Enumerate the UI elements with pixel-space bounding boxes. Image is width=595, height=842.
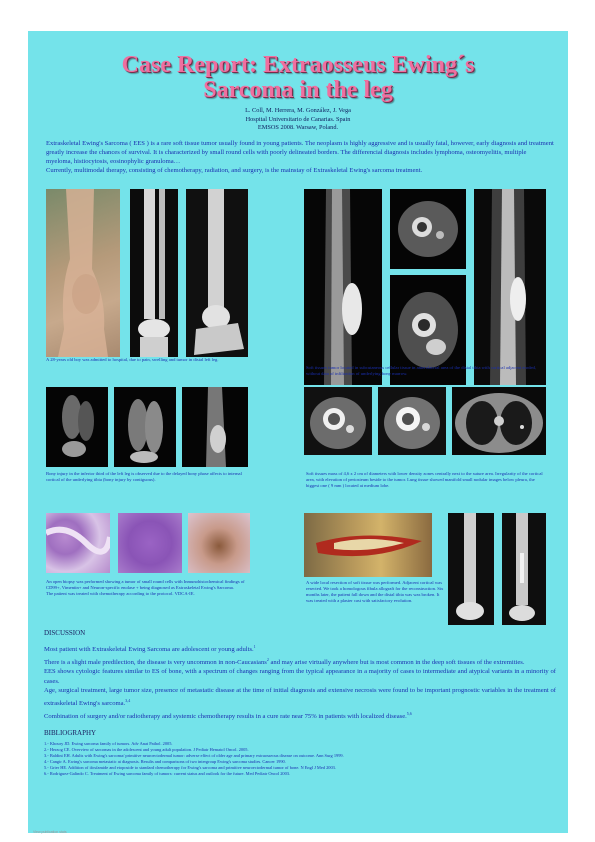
caption-mri: Soft tissues tumor located in subcutaneous cellular tissue in anterolateral area of the distal tibia with cortical adjacent eroded, without data of infiltration of underlying bony marrow. xyxy=(306,365,536,376)
ref-1: 1 xyxy=(253,644,256,649)
intro-paragraph-1: Extraskeletal Ewing's Sarcoma ( EES ) is a rare soft tissue tumor usually found in young patients. The neoplasm is highly aggressive and is usually fatal, however, early diagnosis and treatment greatly increase the chances of survival. It is characterized by small round cells with poorly delineated borders. The differencial diagnosis includes lymphoma, osteomyelitis, multiple myeloma, histiocytosis, eosinophylic granuloma… xyxy=(46,140,554,165)
xray-lateral-leg xyxy=(186,189,248,357)
bibliography-list xyxy=(44,741,344,777)
bone-scan-3 xyxy=(182,387,248,467)
discussion-p2: There is a slight male predilection, the disease is very uncommon in non-Caucasians xyxy=(44,658,267,666)
ct-axial-1 xyxy=(304,387,372,455)
mri-coronal-1 xyxy=(304,189,382,385)
histology-3 xyxy=(188,513,250,573)
authors-block xyxy=(28,107,568,133)
caption-bone-scan: Bony injury in the inferior third of the left leg is observed due to the delayed bony phase affects to internal cortical of the underlying tibia (bony injury by contiguous). xyxy=(46,471,242,482)
xray-post-op-1 xyxy=(448,513,494,625)
ct-axial-2 xyxy=(378,387,446,455)
poster xyxy=(28,31,568,833)
discussion-p5: Combination of surgery and/or radiotherapy and systemic chemotherapy results in a cure rate near 75% in patients with localized disease. xyxy=(44,712,407,720)
leg-photo xyxy=(46,189,120,357)
mri-axial-1 xyxy=(390,189,466,269)
surgery-photo xyxy=(304,513,432,577)
xray-post-op-2 xyxy=(502,513,546,625)
bibliography-heading: BIBLIOGRAPHY xyxy=(44,729,97,737)
introduction xyxy=(46,139,554,175)
caption-biopsy-text: An open biopsy was performed showing a tumor of small round cells with Inmunohistochemical findings of CD99+, Vimentin+ and Neuron-specific enolase + being diagnosed as Extraskeletal Ewing's Sarcoma. xyxy=(46,579,245,590)
ref-2: 2 xyxy=(266,656,269,662)
bone-scan-2 xyxy=(114,387,176,467)
discussion-p4: Age, surgical treatment, large tumor size, presence of metastatic disease at the time of initial diagnosis and extensive necrosis were found to be important prognostic variables in the treatment of extraskeletal Ewing's sarcoma. xyxy=(44,687,556,708)
caption-surgery: A wide local resection of soft tissue was performed. Adjacent cortical was resected. We took a homologous fibula allograft for the reconstruction. Six months later, the patient fall down and the distal tibia was was broken. It was treated with a plaster cast with satisfactory evolution. xyxy=(306,580,444,603)
ct-chest xyxy=(452,387,546,455)
ref-3-4: 3,4 xyxy=(125,697,131,703)
poster-title xyxy=(28,53,568,103)
histology-2 xyxy=(118,513,182,573)
histology-1 xyxy=(46,513,110,573)
bib-item: 2.- Herzog CE. Overview of sarcomas in the adolescent and young adult population. J Pediatr Hematol Oncol. 2005. xyxy=(44,747,249,752)
bib-item: 1.- Khoury JD. Ewing sarcoma family of tumors. Adv Anat Pathol. 2005. xyxy=(44,741,173,746)
caption-biopsy xyxy=(46,579,254,597)
caption-treatment-text: The patient was treated with chemotherapy according to the protocol. VDCA-IE. xyxy=(46,591,195,596)
title-line-2: Sarcoma in the leg xyxy=(203,77,393,103)
xray-ap-leg xyxy=(130,189,178,357)
intro-paragraph-2: Currently, multimodal therapy, consisting of chemotherapy, radiation, and surgery, is the mainstay of Extraskeletal Ewing's sarcoma treatment. xyxy=(46,167,423,174)
caption-clinical: A 28-years old boy was admitted to hospital, due to pain, swelling and tumor in distal left leg. xyxy=(46,357,219,362)
author-event: EMSOS 2008. Warsaw, Poland. xyxy=(257,124,339,131)
author-hospital: Hospital Universitario de Canarias. Spain xyxy=(245,115,351,123)
footer-link[interactable]: View publication stats xyxy=(33,830,67,834)
discussion-p2-rest: and may arise virtually anywhere but is most common in the deep soft tissues of the extremities. xyxy=(268,658,525,666)
caption-ct: Soft tissues mass of 4,6 x 2 cm of diameters with lower density zones centrally next to the suture area. Irregularity of the cortical area, with elevation of periosteum beside to the tumor. Lung tissue showed manifold small nodular images below pleura, the biggest one ( 9 mm ) located at medium lobe. xyxy=(306,471,543,488)
discussion-heading: DISCUSSION xyxy=(44,629,86,637)
bib-item: 3.- Baldini EH. Adults with Ewing's sarcoma/ primitive neuroectodermal tumor: adverse effect of older age and primary extraosseous disease on outcome. Ann Surg 1999. xyxy=(44,753,344,758)
discussion-body xyxy=(44,642,556,721)
bib-item: 5.- Grier HE. Addition of ifosfamide and etoposide to standard chemotherapy for Ewing's sarcoma and primitive neuroectodermal tumor of bone. N Engl J Med 2003. xyxy=(44,765,336,770)
bone-scan-1 xyxy=(46,387,108,467)
bib-item: 4.- Cangir A. Ewing's sarcoma metastatic at diagnosis. Results and comparisons of two intergroup Ewing's sarcoma studies. Cancer 1990. xyxy=(44,759,286,764)
discussion-p1: Most patient with Extraskeletal Ewing Sarcoma are adolescent or young adults. xyxy=(44,646,254,654)
author-names: L. Coll, M. Herrera, M. González, J. Vega xyxy=(245,107,351,114)
title-line-1: Case Report: Extraosseus Ewing´s xyxy=(121,52,475,78)
ref-5-6: 5,6 xyxy=(406,710,412,716)
discussion-p3: EES shows cytologic features similar to ES of bone, with a spectrum of changes ranging from the typical appearance in a majority of cases to intermediate and atypical variants in a minority of cases. xyxy=(44,668,556,685)
bib-item: 6.- Rodriguez-Galindo C. Treatment of Ewing sarcoma family of tumors: current status and outlook for the future. Med Pediatr Oncol 2003. xyxy=(44,771,291,776)
mri-coronal-2 xyxy=(474,189,546,385)
